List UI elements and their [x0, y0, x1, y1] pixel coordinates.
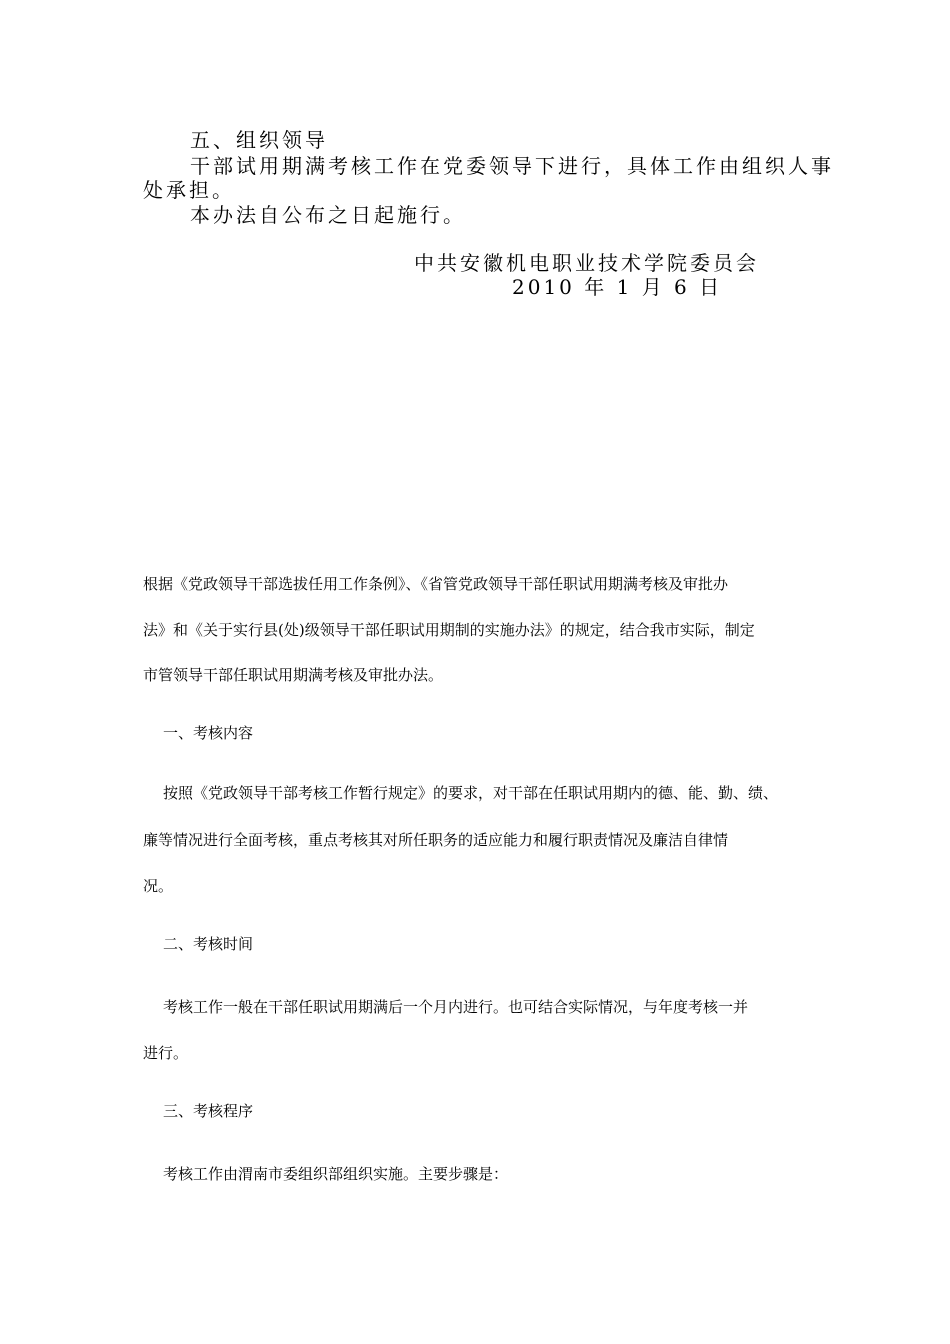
- time-line: 进行。: [143, 1044, 189, 1062]
- effective-statement: 本办法自公布之日起施行。: [190, 203, 466, 227]
- intro-line: 根据《党政领导干部选拔任用工作条例》、《省管党政领导干部任职试用期满考核及审批办: [143, 575, 729, 593]
- content-line: 况。: [143, 877, 174, 895]
- time-line: 考核工作一般在干部任职试用期满后一个月内进行。也可结合实际情况，与年度考核一并: [163, 998, 749, 1016]
- paragraph-line: 处承担。: [143, 178, 235, 202]
- content-line: 廉等情况进行全面考核，重点考核其对所任职务的适应能力和履行职责情况及廉洁自律情: [143, 831, 729, 849]
- paragraph-line: 干部试用期满考核工作在党委领导下进行，具体工作由组织人事: [190, 154, 834, 178]
- intro-line: 法》和《关于实行县(处)级领导干部任职试用期制的实施办法》的规定，结合我市实际，制定: [143, 621, 755, 639]
- procedure-line: 考核工作由渭南市委组织部组织实施。主要步骤是：: [163, 1165, 509, 1183]
- signature-organization: 中共安徽机电职业技术学院委员会: [414, 251, 759, 275]
- intro-line: 市管领导干部任职试用期满考核及审批办法。: [143, 666, 444, 684]
- section-heading-five: 五、组织领导: [190, 128, 328, 152]
- section-heading-two: 二、考核时间: [163, 935, 254, 953]
- section-heading-three: 三、考核程序: [163, 1102, 254, 1120]
- signature-date: 2010 年 1 月 6 日: [512, 275, 723, 299]
- content-line: 按照《党政领导干部考核工作暂行规定》的要求，对干部在任职试用期内的德、能、勤、绩、: [163, 784, 779, 802]
- section-heading-one: 一、考核内容: [163, 724, 254, 742]
